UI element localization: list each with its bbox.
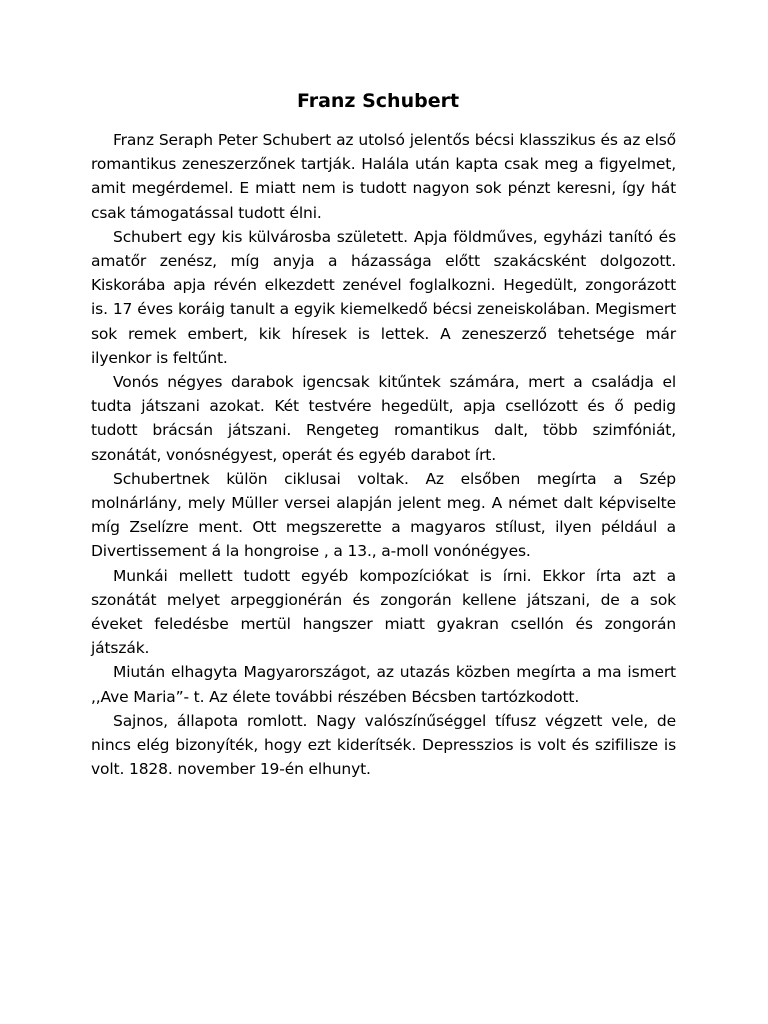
document-title: Franz Schubert — [296, 90, 460, 112]
paragraph: Schubertnek külön ciklusai voltak. Az elsőben megírta a Szép molnárlány, mely Müller versei alapján jelent meg. A német dalt képviselte míg Zselízre ment. Ott megszerette a magyaros stílust, ilyen például a Divertissement á la hongroise , a 13., a-moll vonónégyes. — [91, 469, 676, 561]
paragraph: Miután elhagyta Magyarországot, az utazás közben megírta a ma ismert ,,Ave Maria”- t. Az élete további részében Bécsben tartózkodott. — [91, 663, 676, 706]
paragraph: Schubert egy kis külvárosba született. Apja földműves, egyházi tanító és amatőr zenész, míg anyja a házassága előtt szakácsként dolgozott. Kiskorába apja révén elkezdett zenével foglalkozni. Hegedült, zongorázott is. 17 éves koráig tanult a egyik kiemelkedő bécsi zeneiskolában. Megismert sok remek embert, kik híresek is lettek. A zeneszerző tehetsége már ilyenkor is feltűnt. — [91, 227, 676, 367]
paragraph: Vonós négyes darabok igencsak kitűntek számára, mert a családja el tudta játszani azokat. Két testvére hegedült, apja csellózott és ő pedig tudott brácsán játszani. Rengeteg romantikus dalt, több szimfóniát, szonátát, vonósnégyest, operát és egyéb darabot írt. — [91, 373, 676, 464]
document-body — [91, 128, 676, 781]
paragraph: Franz Seraph Peter Schubert az utolsó jelentős bécsi klasszikus és az első romantikus zeneszerzőnek tartják. Halála után kapta csak meg a figyelmet, amit megérdemel. E miatt nem is tudott nagyon sok pénzt keresni, így hát csak támogatással tudott élni. — [91, 131, 676, 222]
paragraph: Munkái mellett tudott egyéb kompozíciókat is írni. Ekkor írta azt a szonátát melyet arpeggionérán és zongorán kellene játszani, de a sok éveket feledésbe mertül hangszer miatt gyakran csellón és zongorán játszák. — [91, 566, 676, 658]
paragraph: Sajnos, állapota romlott. Nagy valószínűséggel tífusz végzett vele, de nincs elég bizonyíték, hogy ezt kiderítsék. Depresszios is volt és szifilisze is volt. 1828. november 19-én elhunyt. — [91, 711, 676, 779]
